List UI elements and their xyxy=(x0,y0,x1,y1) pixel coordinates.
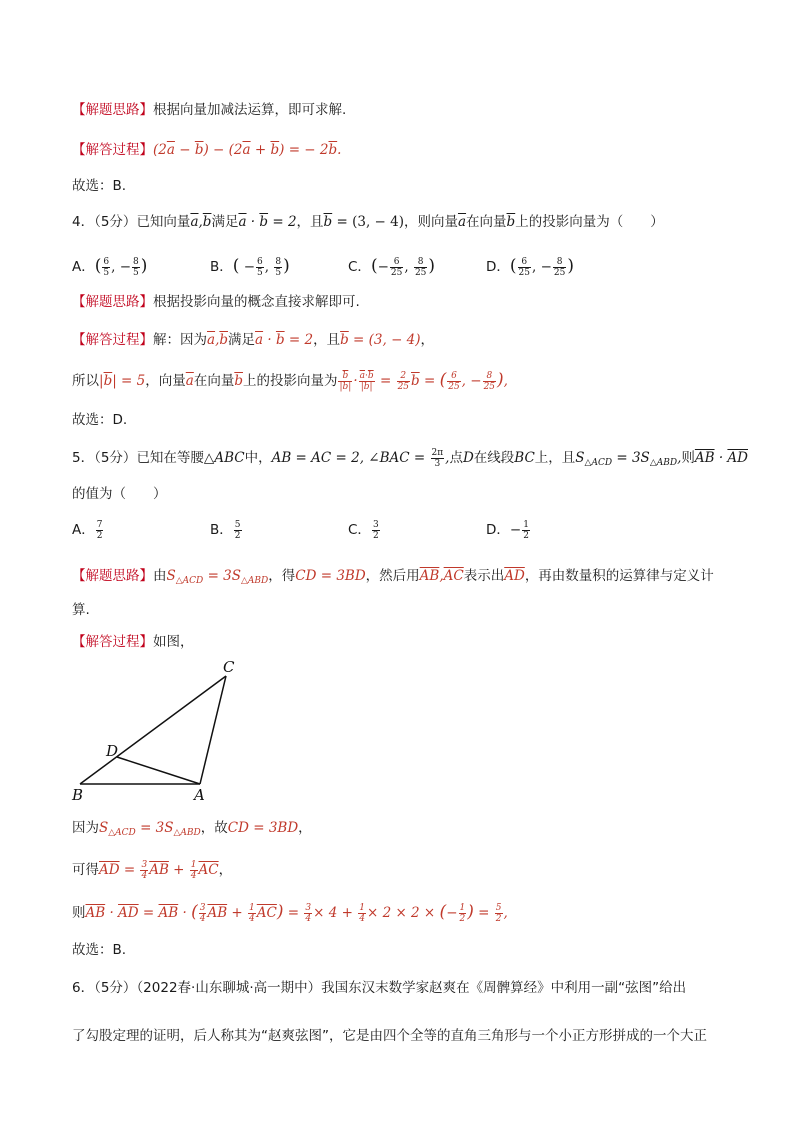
q4-answer: 故选：D. xyxy=(72,412,128,428)
q5-stem-1: 5．（5分）已知在等腰△ABC中，AB = AC = 2, ∠BAC = $\frac{2\pi}{3}$ ,点D在线段BC上，且$S_{\triangle ACD} = 3S_{\triangle ABD}$,则$\overline{AB} \cdot \overline{AD}$ xyxy=(72,448,748,469)
q4-option-b[interactable]: B．( − $\frac{6}{5}$ , $\frac{8}{5}$ ) xyxy=(210,256,290,278)
q5-option-b[interactable]: B． $\frac{5}{2}$ xyxy=(210,520,241,541)
q4-option-d[interactable]: D．( $\frac{6}{25}$ , − $\frac{8}{25}$ ) xyxy=(486,256,574,278)
label-d: D xyxy=(106,742,119,760)
q6-line-2: 了勾股定理的证明，后人称其为“赵爽弦图”，它是由四个全等的直角三角形与一个小正方形拼成的一个大正 xyxy=(72,1028,707,1044)
q3-process: 【解答过程】$(2\overline{a} - \overline{b}) - (2\overline{a} + \overline{b})$ = − $2\overline{b}$. xyxy=(72,142,342,158)
q5-step-2: 可得$\overline{AD}$ = $\frac{3}{4}$ $\overline{AB}$ + $\frac{1}{4}$ $\overline{AC}$， xyxy=(72,860,233,881)
q5-process: 【解答过程】如图， xyxy=(72,634,194,650)
q4-idea: 【解题思路】根据投影向量的概念直接求解即可. xyxy=(72,294,360,310)
q5-answer: 故选：B. xyxy=(72,942,127,958)
label-c: C xyxy=(223,658,235,676)
q4-option-a[interactable]: A．( $\frac{6}{5}$ , − $\frac{8}{5}$ ) xyxy=(72,256,148,278)
q5-step-1: 因为$S_{\triangle ACD} = 3S_{\triangle ABD}$，故CD = 3BD， xyxy=(72,820,312,838)
q3-formula: $(2\overline{a} - \overline{b}) - (2\overline{a} + \overline{b})$ = − $2\overline{b}$. xyxy=(153,142,342,158)
q3-idea: 【解题思路】根据向量加减法运算，即可求解. xyxy=(72,102,347,118)
q4-option-c[interactable]: C．(− $\frac{6}{25}$ , $\frac{8}{25}$ ) xyxy=(348,256,436,278)
segment-ad xyxy=(117,757,200,784)
q5-idea-2: 算. xyxy=(72,602,90,618)
q5-stem-2: 的值为（ ） xyxy=(72,486,167,502)
q4-stem: 4．（5分）已知向量$\overline{a},\overline{b}$满足$\overline{a} \cdot \overline{b} = 2$，且$\overline{b} = (3$, − 4)，则向量$\overline{a}$在向量$\overline{b}$上的投影向量为（ ） xyxy=(72,214,664,230)
q5-step-3: 则$\overline{AB} \cdot \overline{AD} = \overline{AB}$ · ( $\frac{3}{4}$ $\overline{AB}$ + $\frac{1}{4}$ $\overline{AC}$) = $\frac{3}{4}$ × 4 + $\frac{1}{4}$ × 2 × 2 × (− $\frac{1}{2}$ ) = $\frac{5}{2}$ , xyxy=(72,902,508,924)
label-a: A xyxy=(194,786,205,804)
label-b: B xyxy=(72,786,84,804)
q6-line-1: 6．（5分）（2022春·山东聊城·高一期中）我国东汉末数学家赵爽在《周髀算经》中利用一副“弦图”给出 xyxy=(72,980,687,996)
q4-process-2: 所以$|\overline{b}| = 5$，向量$\overline{a}$在向量$\overline{b}$上的投影向量为 $\frac{\overline{b}}{|\overline{b}|}$ · $\frac{\overline{a}\cdot\overline{b}}{|\overline{b}|}$ = $\frac{2}{25}$ $\overline{b}$ = ( $\frac{6}{25}$ , − $\frac{8}{25}$ ), xyxy=(72,370,508,392)
q5-option-c[interactable]: C． $\frac{3}{2}$ xyxy=(348,520,379,541)
q5-idea-1: 【解题思路】由$S_{\triangle ACD} = 3S_{\triangle ABD}$，得CD = 3BD，然后用$\overline{AB},\overline{AC}$表示出$\overline{AD}$，再由数量积的运算律与定义计 xyxy=(72,568,714,586)
q5-option-d[interactable]: D．− $\frac{1}{2}$ xyxy=(486,520,529,541)
triangle-figure xyxy=(66,656,246,804)
q5-option-a[interactable]: A． $\frac{7}{2}$ xyxy=(72,520,103,541)
q3-answer: 故选：B. xyxy=(72,178,127,194)
q4-process-1: 【解答过程】解：因为$\overline{a},\overline{b}$满足$\overline{a} \cdot \overline{b} = 2$，且$\overline{b} = (3$, − 4)， xyxy=(72,332,435,348)
